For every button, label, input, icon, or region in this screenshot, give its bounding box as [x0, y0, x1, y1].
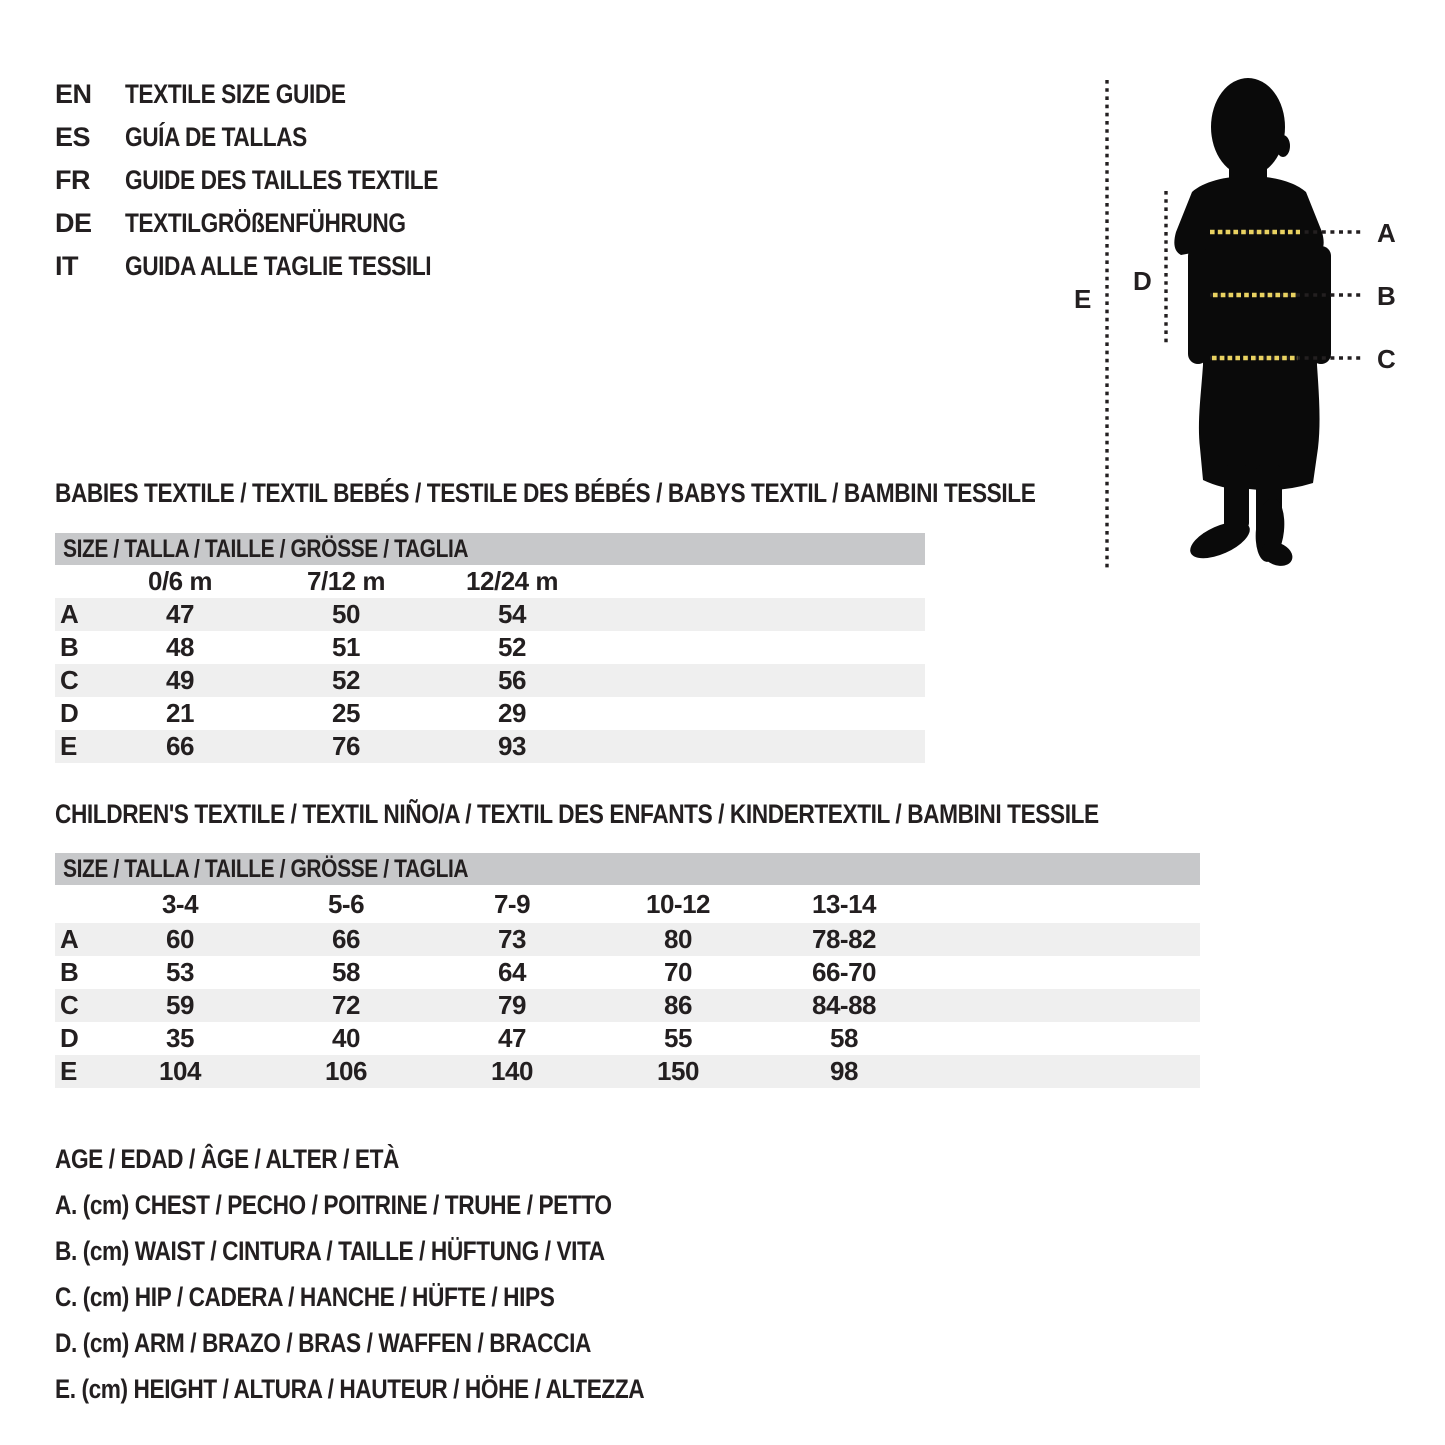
cell: 52 [332, 665, 360, 695]
babies-section-title [55, 480, 1222, 507]
row-label: C [60, 990, 79, 1020]
cell: 66-70 [812, 957, 876, 987]
cell: 72 [332, 990, 360, 1020]
legend-chest-text: A. (cm) CHEST / PECHO / POITRINE / TRUHE / PETTO [55, 1190, 612, 1220]
language-title-block [55, 73, 498, 288]
cell: 48 [166, 632, 194, 662]
cell: 58 [332, 957, 360, 987]
column-header: 13-14 [812, 889, 876, 919]
column-header: 10-12 [646, 889, 710, 919]
table-row [55, 598, 925, 631]
row-label: B [60, 632, 79, 662]
cell: 76 [332, 731, 360, 761]
cell: 47 [166, 599, 194, 629]
language-title: TEXTILGRÖßENFÜHRUNG [125, 208, 406, 238]
table-row [55, 697, 925, 730]
children-section-title [55, 801, 1298, 828]
legend-item [55, 1228, 756, 1274]
table-row [55, 923, 1200, 956]
legend-item [55, 1320, 756, 1366]
corner-cell [55, 885, 97, 923]
cell: 59 [166, 990, 194, 1020]
language-code: FR [55, 165, 90, 195]
column-header: 3-4 [161, 889, 199, 919]
measurement-legend [55, 1136, 756, 1412]
cell: 104 [159, 1056, 201, 1086]
children-section-title-text: CHILDREN'S TEXTILE / TEXTIL NIÑO/A / TEXTIL DES ENFANTS / KINDERTEXTIL / BAMBINI TESSILE [55, 799, 1099, 829]
children-size-header-bar [55, 853, 1200, 885]
children-size-table [55, 853, 1200, 1088]
language-row [55, 245, 498, 288]
cell: 98 [830, 1056, 858, 1086]
column-header: 12/24 m [466, 566, 558, 596]
cell: 56 [498, 665, 526, 695]
row-label: D [60, 1023, 79, 1053]
legend-item [55, 1274, 756, 1320]
language-row [55, 116, 498, 159]
column-header: 5-6 [327, 889, 365, 919]
cell: 51 [332, 632, 360, 662]
table-row [55, 1055, 1200, 1088]
cell: 78-82 [812, 924, 876, 954]
cell: 60 [166, 924, 194, 954]
row-label: C [60, 665, 79, 695]
cell: 66 [166, 731, 194, 761]
children-size-header-text: SIZE / TALLA / TAILLE / GRÖSSE / TAGLIA [63, 855, 469, 883]
cell: 53 [166, 957, 194, 987]
legend-item [55, 1182, 756, 1228]
row-label: A [60, 924, 79, 954]
cell: 73 [498, 924, 526, 954]
marker-c-label: C [1377, 344, 1396, 374]
cell: 35 [166, 1023, 194, 1053]
legend-age-line [55, 1136, 756, 1182]
table-row [55, 664, 925, 697]
silhouette-left-arm [1188, 246, 1208, 364]
row-label: B [60, 957, 79, 987]
cell: 47 [498, 1023, 526, 1053]
column-header: 7/12 m [307, 566, 385, 596]
table-row [55, 1022, 1200, 1055]
cell: 79 [498, 990, 526, 1020]
language-code: DE [55, 208, 92, 238]
cell: 58 [830, 1023, 858, 1053]
language-title: GUIDA ALLE TAGLIE TESSILI [125, 251, 432, 281]
table-row [55, 631, 925, 664]
legend-arm-text: D. (cm) ARM / BRAZO / BRAS / WAFFEN / BRACCIA [55, 1328, 591, 1358]
corner-cell [55, 565, 97, 598]
legend-waist-text: B. (cm) WAIST / CINTURA / TAILLE / HÜFTUNG / VITA [55, 1236, 605, 1266]
language-code: IT [55, 251, 78, 281]
cell: 66 [332, 924, 360, 954]
cell: 29 [498, 698, 526, 728]
cell: 52 [498, 632, 526, 662]
marker-d-label: D [1133, 266, 1152, 296]
row-label: E [60, 731, 77, 761]
table-row [55, 730, 925, 763]
legend-hip-text: C. (cm) HIP / CADERA / HANCHE / HÜFTE / HIPS [55, 1282, 555, 1312]
babies-size-header-bar [55, 533, 925, 565]
silhouette-right-arm [1311, 246, 1331, 364]
table-row [55, 956, 1200, 989]
cell: 84-88 [812, 990, 876, 1020]
silhouette-torso-shorts [1199, 240, 1320, 490]
cell: 49 [166, 665, 194, 695]
language-code: ES [55, 122, 91, 152]
babies-size-header-text: SIZE / TALLA / TAILLE / GRÖSSE / TAGLIA [63, 535, 469, 563]
cell: 54 [498, 599, 526, 629]
babies-size-table [55, 533, 925, 763]
legend-height-text: E. (cm) HEIGHT / ALTURA / HAUTEUR / HÖHE / ALTEZZA [55, 1374, 645, 1404]
language-row [55, 73, 498, 116]
legend-item [55, 1366, 756, 1412]
silhouette-left-leg [1224, 465, 1249, 529]
column-header: 0/6 m [148, 566, 212, 596]
row-label: A [60, 599, 79, 629]
cell: 86 [664, 990, 692, 1020]
language-title: TEXTILE SIZE GUIDE [125, 79, 346, 109]
legend-age-text: AGE / EDAD / ÂGE / ALTER / ETÀ [55, 1144, 400, 1174]
cell: 64 [498, 957, 526, 987]
silhouette-ear [1276, 135, 1290, 157]
cell: 55 [664, 1023, 692, 1053]
column-header: 7-9 [493, 889, 531, 919]
marker-a-label: A [1377, 218, 1396, 248]
children-column-header-row [55, 885, 1200, 923]
marker-b-label: B [1377, 281, 1396, 311]
language-row [55, 159, 498, 202]
cell: 80 [664, 924, 692, 954]
cell: 150 [657, 1056, 699, 1086]
marker-e-label: E [1074, 284, 1092, 314]
language-title: GUIDE DES TAILLES TEXTILE [125, 165, 438, 195]
babies-column-header-row [55, 565, 925, 598]
cell: 50 [332, 599, 360, 629]
language-code: EN [55, 79, 92, 109]
cell: 140 [491, 1056, 533, 1086]
cell: 21 [166, 698, 194, 728]
row-label: D [60, 698, 79, 728]
cell: 106 [325, 1056, 367, 1086]
cell: 93 [498, 731, 526, 761]
cell: 70 [664, 957, 692, 987]
row-label: E [60, 1056, 77, 1086]
language-title: GUÍA DE TALLAS [125, 122, 307, 152]
babies-section-title-text: BABIES TEXTILE / TEXTIL BEBÉS / TESTILE DES BÉBÉS / BABYS TEXTIL / BAMBINI TESSILE [55, 478, 1036, 508]
cell: 40 [332, 1023, 360, 1053]
cell: 25 [332, 698, 360, 728]
table-row [55, 989, 1200, 1022]
language-row [55, 202, 498, 245]
